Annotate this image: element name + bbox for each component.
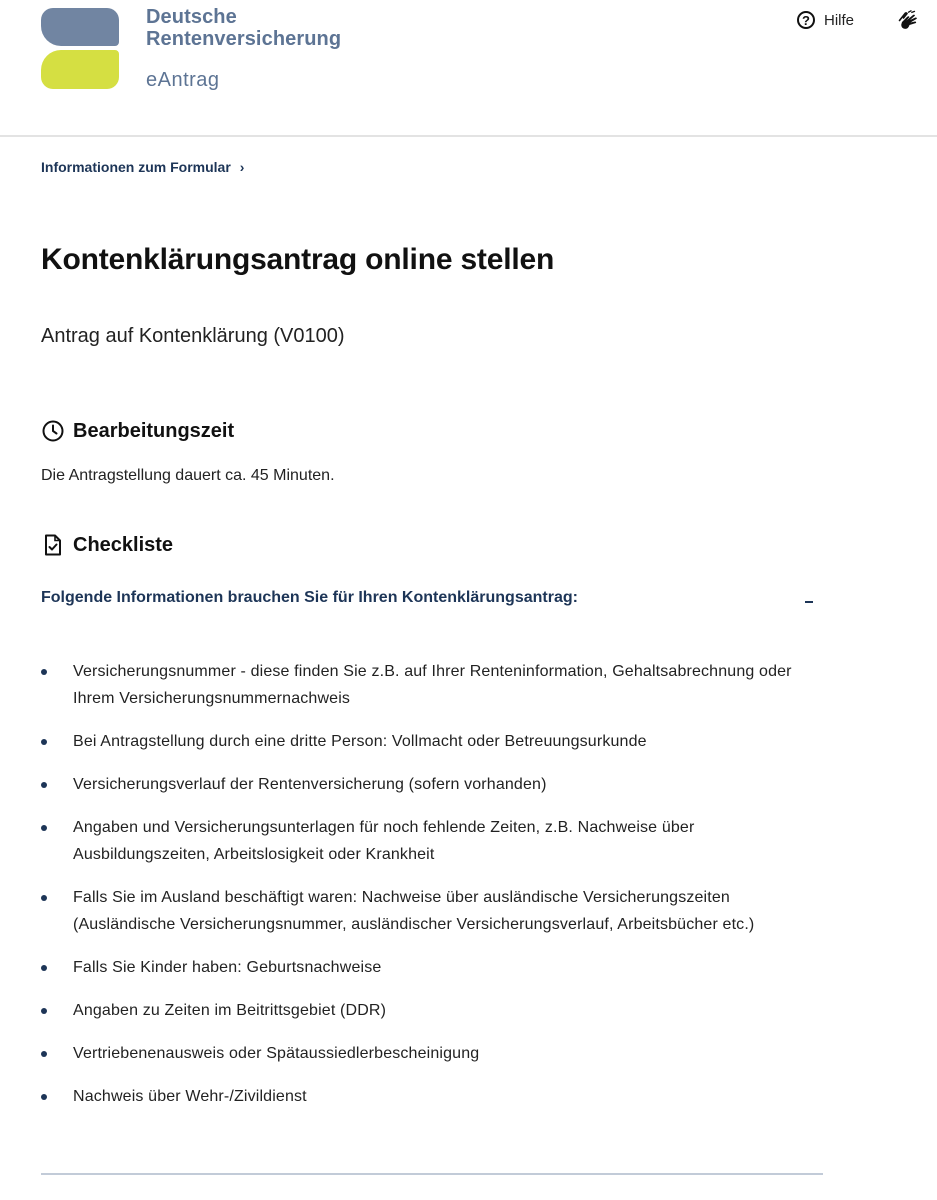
checklist-item-text: Bei Antragstellung durch eine dritte Person: Vollmacht oder Betreuungsurkunde	[73, 733, 647, 750]
page-header	[0, 0, 937, 137]
brand-subtitle: eAntrag	[146, 69, 220, 91]
processing-time-title: Bearbeitungszeit	[73, 419, 235, 442]
bullet-icon	[41, 825, 47, 831]
brand-name-line1: Deutsche	[146, 6, 237, 28]
bullet-icon	[41, 739, 47, 745]
checklist-accordion-toggle[interactable]	[41, 586, 823, 614]
sign-language-hands-icon[interactable]	[896, 9, 920, 33]
page-title: Kontenklärungsantrag online stellen	[41, 243, 555, 276]
document-check-icon	[41, 533, 65, 557]
bullet-icon	[41, 1051, 47, 1057]
brand-name-line2: Rentenversicherung	[146, 28, 342, 50]
checklist-item-text: Versicherungsnummer - diese finden Sie z.B. auf Ihrer Renteninformation, Gehaltsabrechnung oder Ihrem Versicherungsnummernachweis	[73, 663, 792, 707]
breadcrumb-label: Informationen zum Formular	[41, 159, 231, 175]
minus-icon	[805, 586, 817, 614]
bullet-icon	[41, 1008, 47, 1014]
checklist-item-text: Nachweis über Wehr-/Zivildienst	[73, 1088, 307, 1105]
checklist-item	[41, 1083, 821, 1110]
chevron-right-icon: ›	[239, 159, 245, 175]
breadcrumb-info-link[interactable]	[41, 157, 244, 177]
bullet-icon	[41, 669, 47, 675]
checklist-item	[41, 884, 821, 938]
section-divider	[41, 1173, 823, 1175]
drv-logo[interactable]	[41, 8, 119, 89]
checklist-item	[41, 954, 821, 981]
checklist-item-text: Falls Sie im Ausland beschäftigt waren: Nachweise über ausländische Versicherungszeiten (Ausländische Versicherungsnummer, ausländischer Versicherungsverlauf, Arbeitsbücher etc.)	[73, 889, 755, 933]
checklist-item-text: Falls Sie Kinder haben: Geburtsnachweise	[73, 959, 382, 976]
checklist-item-text: Vertriebenenausweis oder Spätaussiedlerbescheinigung	[73, 1045, 480, 1062]
processing-time-heading	[41, 416, 234, 446]
bullet-icon	[41, 782, 47, 788]
checklist-accordion-title: Folgende Informationen brauchen Sie für Ihren Kontenklärungsantrag:	[41, 589, 578, 606]
checklist-item	[41, 814, 821, 868]
checklist-heading	[41, 530, 173, 560]
processing-time-text: Die Antragstellung dauert ca. 45 Minuten.	[41, 467, 335, 484]
checklist-item	[41, 771, 821, 798]
checklist-item	[41, 1040, 821, 1067]
checklist-title: Checkliste	[73, 533, 174, 556]
help-label: Hilfe	[824, 11, 855, 29]
checklist-items	[41, 658, 821, 1126]
clock-icon	[41, 419, 65, 443]
question-circle-icon: ?	[797, 11, 815, 29]
checklist-item-text: Versicherungsverlauf der Rentenversicherung (sofern vorhanden)	[73, 776, 547, 793]
logo-blue-shape	[41, 8, 119, 46]
bullet-icon	[41, 895, 47, 901]
bullet-icon	[41, 965, 47, 971]
checklist-item-text: Angaben zu Zeiten im Beitrittsgebiet (DDR)	[73, 1002, 387, 1019]
checklist-item	[41, 658, 821, 712]
form-subtitle: Antrag auf Kontenklärung (V0100)	[41, 325, 345, 347]
checklist-item	[41, 997, 821, 1024]
checklist-item	[41, 728, 821, 755]
checklist-item-text: Angaben und Versicherungsunterlagen für noch fehlende Zeiten, z.B. Nachweise über Ausbildungszeiten, Arbeitslosigkeit oder Krankheit	[73, 819, 695, 863]
help-button[interactable]	[797, 8, 854, 32]
logo-green-shape	[41, 50, 119, 89]
bullet-icon	[41, 1094, 47, 1100]
